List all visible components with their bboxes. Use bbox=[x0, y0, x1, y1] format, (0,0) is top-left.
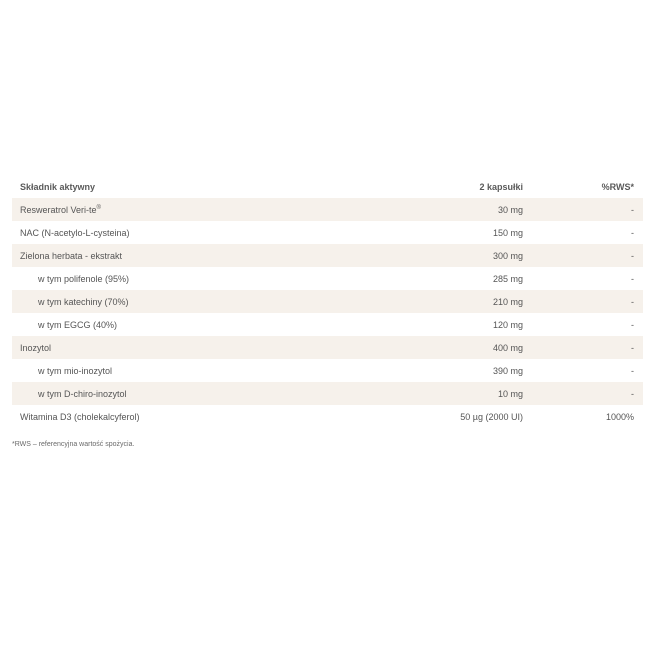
table-header-row bbox=[12, 176, 643, 198]
table-row bbox=[12, 244, 643, 267]
ingredient-rws: - bbox=[525, 382, 643, 405]
ingredient-rws: - bbox=[631, 319, 634, 330]
ingredient-name: Zielona herbata - ekstrakt bbox=[12, 244, 377, 267]
ingredient-amount: 150 mg bbox=[492, 227, 523, 238]
table-row bbox=[12, 198, 643, 221]
ingredient-rws: 1000% bbox=[605, 411, 634, 422]
ingredient-rws: - bbox=[631, 365, 634, 376]
nutrition-table-container bbox=[12, 176, 643, 428]
table-row bbox=[12, 267, 643, 290]
ingredient-name: w tym EGCG (40%) bbox=[38, 319, 118, 330]
ingredient-name: w tym polifenole (95%) bbox=[38, 273, 130, 284]
table-row bbox=[12, 313, 643, 336]
ingredient-name: w tym katechiny (70%) bbox=[12, 290, 377, 313]
table-row bbox=[12, 290, 643, 313]
ingredient-amount: 50 µg (2000 UI) bbox=[460, 411, 523, 422]
header-amount: 2 kapsułki bbox=[479, 182, 523, 192]
ingredient-amount: 10 mg bbox=[377, 382, 525, 405]
ingredient-amount: 120 mg bbox=[492, 319, 523, 330]
table-row bbox=[12, 359, 643, 382]
header-rws: %RWS* bbox=[601, 182, 634, 192]
ingredient-rws: - bbox=[525, 244, 643, 267]
ingredient-rws: - bbox=[631, 227, 634, 238]
table-row bbox=[12, 405, 643, 428]
ingredient-amount: 30 mg bbox=[377, 198, 525, 221]
ingredient-amount: 210 mg bbox=[377, 290, 525, 313]
ingredient-amount: 390 mg bbox=[492, 365, 523, 376]
ingredient-name: Inozytol bbox=[12, 336, 377, 359]
registered-mark: ® bbox=[96, 204, 101, 211]
ingredient-rws: - bbox=[525, 336, 643, 359]
ingredient-amount: 300 mg bbox=[377, 244, 525, 267]
table-row bbox=[12, 221, 643, 244]
nutrition-table bbox=[12, 176, 643, 428]
ingredient-name: w tym D-chiro-inozytol bbox=[12, 382, 377, 405]
ingredient-amount: 400 mg bbox=[377, 336, 525, 359]
ingredient-name: Resweratrol Veri-te® bbox=[12, 198, 377, 221]
ingredient-rws: - bbox=[525, 198, 643, 221]
ingredient-rws: - bbox=[525, 290, 643, 313]
ingredient-name: Witamina D3 (cholekalcyferol) bbox=[20, 411, 140, 422]
ingredient-name: w tym mio-inozytol bbox=[38, 365, 113, 376]
rws-footnote: *RWS – referencyjna wartość spożycia. bbox=[12, 441, 135, 448]
header-ingredient: Składnik aktywny bbox=[20, 182, 96, 192]
ingredient-name: NAC (N-acetylo-L-cysteina) bbox=[20, 227, 130, 238]
ingredient-amount: 285 mg bbox=[492, 273, 523, 284]
table-row bbox=[12, 336, 643, 359]
ingredient-rws: - bbox=[631, 273, 634, 284]
table-row bbox=[12, 382, 643, 405]
